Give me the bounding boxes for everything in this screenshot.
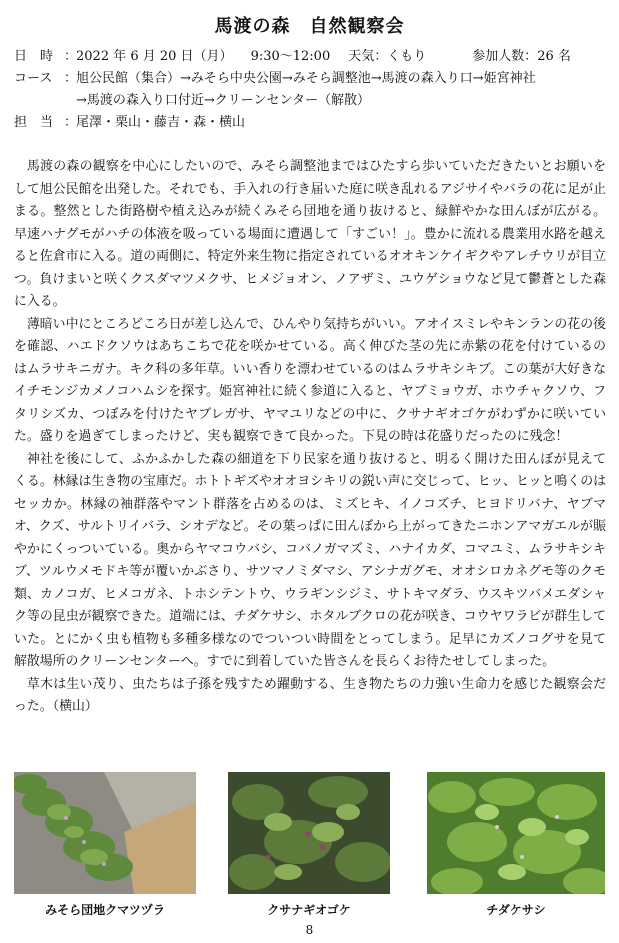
participants-value: 参加人数：26 名 [472,49,571,64]
staff-line [14,112,610,134]
staff-label: 担 当 [14,115,54,130]
date-value: 2022 年 6 月 20 日（月） [76,49,233,64]
date-colon: ： [64,49,78,64]
paragraph-3: 神社を後にして、ふかふかした森の細道を下り民家を通り抜けると、明るく開けた田んぼが見えてくる。林縁は生き物の宝庫だ。ホトトギズやオオヨシキリの鋭い声に交じって、ヒッ、ヒッと鳴くのはセッカか。林縁の袖群落やマント群落を占めるのは、ミズヒキ、イノコズチ、ヒヨドリバナ、ヤブマオ、クズ、サルトリイバラ、シオデなど。その葉っぱに田んぼから上がってきたニホンアマガエルが賑やかにくっついている。奥からヤマコウバシ、コバノガマズミ、ハナイカダ、コマユミ、ムラサキシキブ、ツルウメモドキ等が覆いかぶさり、サツマノミダマシ、アシナガグモ、オオシロカネグモ等のクモ類、カノコガ、ヒメコガネ、トホシテントウ、ウラギンシジミ、サトキマダラ、ウスキツバメエダシャク等の昆虫が観察できた。道端には、チダケサシ、ホタルブクロの花が咲き、コウヤワラビが群生していた。とにかく虫も植物も多種多様なのでついつい時間をとってしまう。足早にカズノコグサを見て解散場所のクリーンセンターへ。すでに到着していた皆さんを長らくお待たせしてしまった。 [14,451,606,669]
date-label: 日 時 [14,49,54,64]
page-number: 8 [305,923,314,937]
course-colon: ： [64,71,78,86]
staff-colon: ： [64,115,78,130]
photo-caption-2: クサナギオゴケ [267,903,351,917]
course-line-2 [14,90,619,112]
staff-value: 尾澤・栗山・藤吉・森・横山 [76,115,246,130]
page-title: 馬渡の森 自然観察会 [214,16,405,37]
paragraph-1: 馬渡の森の観察を中心にしたいので、みそら調整池まではひたすら歩いていただきたいとお願いをして旭公民館を出発した。それでも、手入れの行き届いた庭に咲き乱れるアジサイやバラの花に足が止まる。整然とした街路樹や植え込みが続くみそら団地を通り抜けると、緑鮮やかな田んぼが広がる。早速ハナグモがハチの体液を吸っている場面に遭遇して「すごい！」。豊かに流れる農業用水路を越えると佐倉市に入る。道の両側に、特定外来生物に指定されているオオキンケイギクやアレチウリが目立つ。負けまいと咲くクスダマツメクサ、ヒメジョオン、ノアザミ、ユウゲショウなど見て鬱蒼とした森に入る。 [14,159,606,309]
photo-kusanagiogoke [228,772,390,894]
report-body [14,156,606,719]
date-line [14,46,610,68]
photo-caption-3: チダケサシ [486,903,546,917]
photo-caption-1: みそら団地クマツヅラ [45,903,165,917]
paragraph-4: 草木は生い茂り、虫たちは子孫を残すため躍動する、生き物たちの力強い生命力を感じた観察会だった。（横山） [14,676,606,714]
paragraph-2: 薄暗い中にところどころ日が差し込んで、ひんやり気持ちがいい。アオイスミレやキンランの花の後を確認、ハエドクソウはあちこちで花を咲かせている。高く伸びた茎の先に赤紫の花を付けているのはムラサキニガナ。キク科の多年草。いい香りを漂わせているのはムラサキシキブ。この葉が大好きなイチモンジカメノコハムシを探す。姫宮神社に続く参道に入ると、ヤブミョウガ、ホウチャクソウ、フタリシズカ、つぼみを付けたヤブレガサ、ヤマユリなどの中に、クサナギオゴケがわずかに咲いていた。盛りを過ぎてしまったけど、実も観察できて良かった。下見の時は花盛りだったのに残念！ [14,316,606,444]
course-value-2: →馬渡の森入り口付近→クリーンセンター（解散） [76,93,371,108]
course-value-1: 旭公民館（集合）→みそら中央公園→みそら調整池→馬渡の森入り口→姫宮神社 [76,71,536,86]
weather-value: 天気：くもり [348,49,427,64]
course-line [14,68,610,90]
time-value: 9:30～12:00 [250,49,331,64]
photo-kumatsuzura [14,772,196,894]
course-label: コース [14,71,53,86]
photo-chidakesashi [427,772,605,894]
